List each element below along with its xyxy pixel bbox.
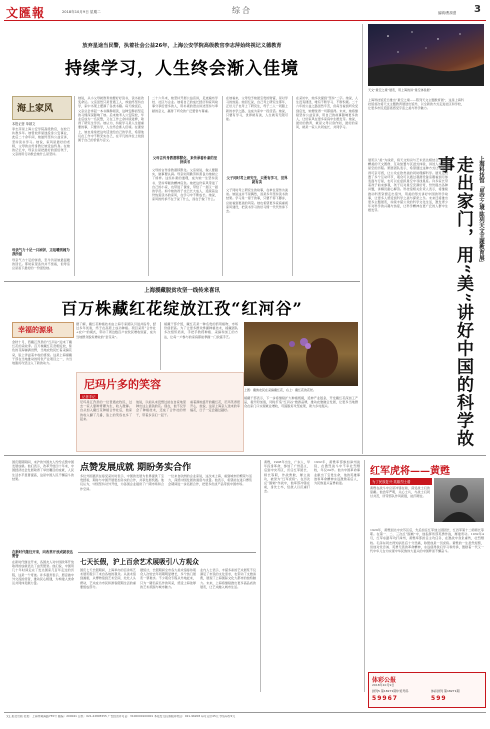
lottery-ball: 9 [377,695,382,702]
lottery-ball: 5 [431,695,436,702]
top-col-1: 李志萍是上海公安学院高级教官，在校已执教多年。她曾放弃星途投身公安事业，此后二十余年间，她始终坚持公益宣讲，坚持读书学习。她说，家风是最好的老师，父母的言传身教让她受益终身。在她的记忆中，母亲总是把最好的留给孩子，父亲则用行动教会她什么是坚持。 [12,127,70,157]
top-col-3: 二十六年来，她坚持开展公益宣讲，足迹遍布学校、社区与企业。她将自己的成长经历和家风故事分享给更多的人，用朴素的语言讲述坚持与奉献的意义，赢得了听众的广泛赞誉与尊重。 [152,96,218,113]
bottom-left-col-3: 一位来自欧洲的企业家说，这次来上海，看到城市的繁荣与活力，深感中国发展的速度与质量。他表示，希望能在进口博览会期间进一步拓展合作，把更多优质产品带到中国市场。 [168,474,252,487]
lottery-ball: 5 [372,695,377,702]
bottom-middle-headline: 七天长假，沪上百余艺术展吸引八方观众 [80,558,199,566]
bottom-left-col-4: 在新时代继往开来，各国友人对中国改革开放取得的成就表达了由衷赞誉。他们说，中国用几十年时间走完了发达国家几百年走过的历程，这是一个奇迹。许多嘉宾表示，愿意做中外交流的使者，推动民心相通，为构建人类命运共同体贡献力量。 [12,560,74,586]
lottery-date: 2018年10月9日 [372,683,395,687]
saffron-photo-caption: 上图：藏族农民在采摘藏红花，右上：藏红花的花丝。 [244,388,317,392]
top-story-headline: 持续学习，人生终会渐入佳境 [65,59,299,79]
bottom-left-col-2: 多位外国嘉宾在接受采访时表示，中国的发展为世界提供了宝贵经验，期待与中国开展更加务实的合作，共享发展机遇。他们认为，中国坚持对外开放，为各国企业提供了广阔市场和合作空间。 [80,474,164,491]
masthead-section: 综合 [232,6,252,15]
bottom-right-banner: 为了民族复兴·英雄烈士谱 [370,478,432,485]
bottom-left-col-1: 国庆假期期间，来沪的外国友人纷纷点赞中国发展成就。他们表示，改革开放四十年来，中国经济社会发展取得了举世瞩目的成就，人民生活水平显著提高，这是中国人民不懈奋斗的结果。 [12,460,74,481]
inset-headline: 尼玛片多的笑容 [84,378,161,391]
bottom-mid-col-3: 业内人士表示，丰富多彩的艺术展览不仅满足了市民的文化需求，也带动了文旅消费，展现了上海国际文化大都市的独特魅力。未来，上海将继续推出更多高品质的展览，让艺术融入城市生活。 [200,568,256,589]
bottom-right-headline: 红军虎将——黄甦 [370,466,450,477]
right-story-headline: 走出家门，用“美”讲好中国的科学故事 [434,156,473,448]
inset-col-3: 看着满地盛开的藏红花，尼玛笑得很开心，他说，这是上海亲人送来的幸福花，日子一定会越过越好。 [190,400,240,413]
right-photo-caption: 天文“星空之境”展览，用上海的讲“星空体验展” [368,88,432,92]
lottery-right-numbers [431,695,446,702]
top-subhead-2: 父母言传身教潜移默化，来传承着朴素的坚持读书 [152,156,218,165]
top-story-kicker: 放弃星途当民警，执着社会公益26年，上海公安学院高级教官李志萍始终视记义德教育 [82,43,282,49]
masthead-rule [4,20,486,21]
middle-story-headline: 百万株藏红花绽放江孜“红河谷” [61,299,303,318]
lottery-left-label: 排列5 第18271期中奖号码 [372,689,409,693]
saffron-photo [244,322,358,386]
bottom-mid-col-2: 据统计，长假期间全市各大美术馆接待观众人次较去年同期明显增长，多个热门展览一票难求。不少观众专程从外地赶来，只为一睹名家名作的风采，感受上海浓厚的艺术氛围与城市魅力。 [140,568,196,589]
lottery-right-label: 体彩排列 第18271期 [431,689,460,693]
bottom-left-subhead: 在新时代继往开来，向改革开放成就表达赞誉 [12,550,74,559]
top-story-byline: 本报记者 单颖文 [12,122,36,126]
top-col-3b: 父母的言传身教潜移默化。父亲常说，做人要踏实，做事要认真。母亲则用勤劳和善良为她树立了榜样。这些朴素的道理，成为她一生坚持读书、坚持奉献的精神底色。她把这份家风带进了自己的小家，也带进了课堂，带给了一届又一届的学员。如今她的孩子也已长大成人，延续着这份热爱读书的家风，在学习中不断成长。她说，家风的传承不在于说了什么，而在于做了什么。 [152,168,218,202]
right-story-photo [368,24,484,86]
inset-col-2: 他说，以前从来没想过能在自家地里种出这么值钱的花。现在，他不仅学会了种植技术，还成了合作社的骨干，带着乡亲们一起干。 [136,400,186,417]
top-col-1b: 母亲气力十足的饼香，至今仍是她最温暖的回忆。那时家里条件并不宽裕，但母亲总是省下最好的一份留给她。 [12,258,70,271]
middle-col-1: 金秋十月，西藏江孜县的“红河谷”迎来了藏红花的采收季。百万株藏红花竞相绽放，紫色的花海铺满田野，当地农牧民忙着采摘花朵，脸上洋溢着丰收的喜悦。这是上海援藏干部在当地推动的特色产业项目之一，为当地脱贫攻坚注入了新的动力。 [12,340,72,366]
middle-col-2: 据了解，藏红花种植技术由上海专家团队引进并指导，经过多年试验，终于在高原上成功种植。项目采用“合作社+农户”的模式，带动了周边数百户农牧民增收致富，成为当地群众脱贫增收的“金花朵”。 [76,322,156,339]
right-col-1: 上海科技馆近日推出“星空之境——陈列天文主题教育展”，这是上海科技馆首次将天文主题教育展送出馆外，以全新的方式走进社区和学校，让更多市民近距离感受宇宙之美与科学魅力。 [368,98,464,111]
portrait-photo [434,478,484,522]
top-col-5: 在采访中，她多次提到“坚持”二字。她说，人生没有捷径，唯有不断学习、不断积累。二十六年的公益之路虽然辛苦，但每当看到听众受到启发，她便觉得一切都值得。未来，她将继续坚持公益宣讲，用自己的故事影响更多的人，让好家风在更多家庭中生根发芽。她说，最好的教育，就是父母以身作则，最好的家风，就是一家人共同成长、共同学习。 [296,96,358,130]
lottery-left-numbers [372,695,397,702]
starry-exhibit-icon [368,24,484,86]
top-subhead-1: 母亲气力十足一只袖饼，又咀嚼到阔为我所留 [12,248,70,257]
middle-col-3: 援藏干部介绍，藏红花是一种名贵的药用植物，市场价值很高。为了让更多群众掌握种植技术，援藏团队多次组织培训，手把手教授种植、采摘和加工的方法，让每一户参与的家庭都能掌握一门致富手艺。 [164,322,238,339]
top-subhead-3: 父子同时考上研究生，只要有学习，世界就有美 [226,176,288,185]
page-number: 3 [474,4,481,15]
masthead [0,0,490,20]
middle-column-tag: 幸福的源泉 [18,325,53,334]
portrait-icon [434,478,484,522]
right-col-2: 展览以“美”为线索，将天文知识与艺术表达相结合，通过精美的天文图像、互动装置与沉浸式体验，讲述人类探索星空的历程。策展团队表示，希望通过这种方式让科学变得可亲可感，让公众在欣赏美的同时理解科学。展览还设置了多个互动环节，观众可以通过观测设备亲眼看到月球表面与行星，也可以在虚拟星空中寻找星座。许多家长带着孩子前来参观，孩子们对星空充满好奇，纷纷提出各种问题，讲解员耐心解答。科技馆相关负责人表示，将继续推动科普资源走出馆外，用美的形式讲好中国的科学故事，让更多人感受到科学之美与探索之乐。未来还将推出更多主题展览，持续丰富公众的科学文化生活，激发青少年对科学的兴趣与热爱，让科学精神在更广泛的人群中生根发芽。 [368,158,448,213]
column-tag: 海上家风 [17,104,54,114]
middle-column-tag-box [12,322,74,338]
lottery-ball: 9 [441,695,446,702]
inset-col-1: 尼玛是江孜县的一位普通农牧民，过去一家人靠种青稞为生，收入微薄。自从加入藏红花种植合作社后，他家的收入翻了几番，脸上的笑容也多了起来。 [80,400,132,421]
middle-story-kicker: 上海援藏脱贫攻坚一线传来喜讯 [144,288,220,294]
middle-col-4: 援藏干部表示，下一步将继续扩大种植规模，延伸产业链条，开发藏红花深加工产品，提升附加值，同时打造“红河谷”旅游品牌，推动农旅融合发展，让更多当地群众在家门口实现就业增收，巩固脱贫攻坚成果，助力乡村振兴。 [244,396,358,409]
lottery-ball: 9 [382,695,387,702]
top-col-4b: 父子同时考上研究生的故事，在单位里传为美谈。她说这并不是偶然，而是多年坚持读书的结果。学习是一辈子的事，只要不停下脚步，总能看到更美的风景。她也希望更多家庭重视家风建设，把读书学习的好习惯一代代传承下去。 [226,188,288,214]
lottery-ball: 9 [436,695,441,702]
top-col-4: 在她看来，父母给予她最宝贵的财富，是对学习的热爱。她回忆说，自己考上研究生那年，正好儿子也考上了研究生，母子二人一同踏上新的求学之路，这成为家中一段佳话。她说，只要有学习，世界就有美，人生就有无限可能。 [226,96,288,122]
lottery-title: 体彩公报 [372,677,397,684]
bottom-mid-col-1: 国庆七天长假期间，上海举办的百余场艺术展览吸引了来自各地的观众。从美术馆到画廊，从博物馆到艺术空间，处处人头攒动，艺术成为市民和游客假期生活的重要组成部分。 [80,568,136,589]
bottom-left-headline: 点赞发展成就 期盼务实合作 [80,463,192,473]
masthead-logo: 文匯報 [6,6,46,20]
footer-text: 文汇报社出版 社址：上海市威海路755号 邮编：200041 总机：021-22895555 广告经营许可证：3100000100001 本报发行投递服务电话：021-96208 每月定价45元 零售每份2元 [6,715,236,718]
lottery-box [368,672,486,708]
bottom-right-col-1: 黄甦在战斗中总是冲锋在前，深受战士们的爱戴。他治军严明，关心士兵，与战士们同甘共苦，所带部队作风顽强，能打硬仗。 [370,486,430,499]
masthead-date: 2018年10月9日 星期二 [62,10,101,14]
right-story-kicker: 上海科技馆「星空之境·陈列天文主题教育展」 [478,156,484,266]
bottom-right-col-2: 1929年，黄甦到达中央苏区后，先后担任红军独立团团长、红四军第十二师师长等职。在第一、二、三次反“围剿”中，他指挥所部英勇作战，屡建奇功。1932年4月，红军东路军攻打漳州，黄甦率部担任主攻任务，在激战中身负重伤，壮烈牺牲。毛泽东同志得知消息后十分悲痛，称赞他是一员虎将。黄甦的一生虽然短暂，但他对党忠诚、英勇无畏的革命精神，永远值得我们学习和传承，激励着一代又一代中华儿女为实现中华民族伟大复兴的中国梦而不懈奋斗。 [370,528,484,554]
column-tag-box [12,96,72,120]
bottom-center-col-1: 黄甦，1908年出生，广东人，早年投身革命，参加了广州起义，后到中央苏区，历任红军团长、师长等职，作战勇敢，屡立战功，被誉为“红军虎将”。在历次反“围剿”作战中，他率部冲锋在前，身先士卒，给敌人以沉重打击。 [264,460,310,494]
masthead-editor: 编辑/曹源澄 [438,11,457,15]
saffron-flower-icon [244,322,358,386]
bottom-center-col-2: 1932年，黄甦率部参加漳州战役，在激烈战斗中不幸壮烈牺牲，年仅24岁。他为中国革命事业献出了宝贵生命，他的英雄事迹和革命精神永远激励着后人，为民族复兴奋勇前进。 [314,460,360,486]
inset-tag: 记者手记 [82,395,96,399]
lottery-ball: 6 [387,695,392,702]
lottery-ball: 7 [392,695,397,702]
top-col-2: 她说，从小父母就教育她要好好读书，读书能改变命运。父亲虽然只是普通工人，却始终坚持自学，家中书架上摆满了各类书籍。每天晚饭后，父亲总会拿起一本书静静阅读，这种安静而坚定的习惯深深影响了她。后来她考入公安院校，毕业后成为一名民警，又在工作之余持续进修，取得了研究生学历。她认为，持续学习是人生最重要的事，只要肯学，人生终会渐入佳境。在课堂上，她也常常把这句话送给自己的学员，希望他们在工作中不断充实自己，在平凡的岗位上找到属于自己的价值与意义。 [78,96,144,143]
